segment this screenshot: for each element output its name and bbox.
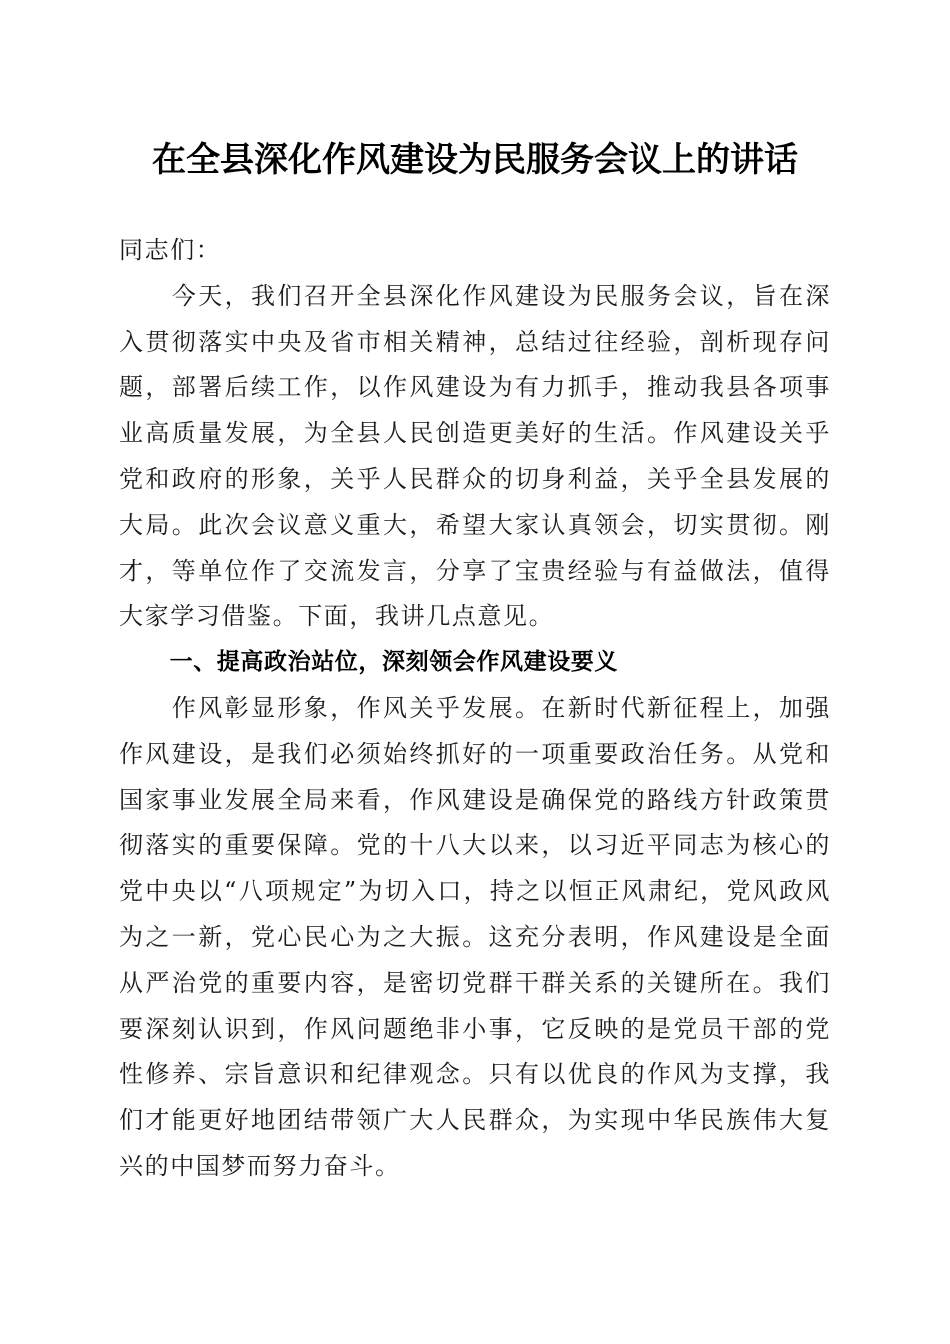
document-body — [119, 228, 831, 1190]
section-paragraph: 作风彰显形象，作风关乎发展。在新时代新征程上，加强作风建设，是我们必须始终抓好的一项重要政治任务。从党和国家事业发展全局来看，作风建设是确保党的路线方针政策贯彻落实的重要保障。党的十八大以来，以习近平同志为核心的党中央以“八项规定”为切入口，持之以恒正风肃纪，党风政风为之一新，党心民心为之大振。这充分表明，作风建设是全面从严治党的重要内容，是密切党群干群关系的关键所在。我们要深刻认识到，作风问题绝非小事，它反映的是党员干部的党性修养、宗旨意识和纪律观念。只有以优良的作风为支撑，我们才能更好地团结带领广大人民群众，为实现中华民族伟大复兴的中国梦而努力奋斗。 — [119, 693, 831, 1180]
greeting: 同志们： — [119, 236, 222, 264]
intro-paragraph: 今天，我们召开全县深化作风建设为民服务会议，旨在深入贯彻落实中央及省市相关精神，总结过往经验，剖析现存问题，部署后续工作，以作风建设为有力抓手，推动我县各项事业高质量发展，为全县人民创造更美好的生活。作风建设关乎党和政府的形象，关乎人民群众的切身利益，关乎全县发展的大局。此次会议意义重大，希望大家认真领会，切实贯彻。刚才，等单位作了交流发言，分享了宝贵经验与有益做法，值得大家学习借鉴。下面，我讲几点意见。 — [119, 281, 831, 631]
document-title: 在全县深化作风建设为民服务会议上的讲话 — [152, 140, 798, 180]
section-heading: 一、提高政治站位，深刻领会作风建设要义 — [169, 649, 618, 676]
